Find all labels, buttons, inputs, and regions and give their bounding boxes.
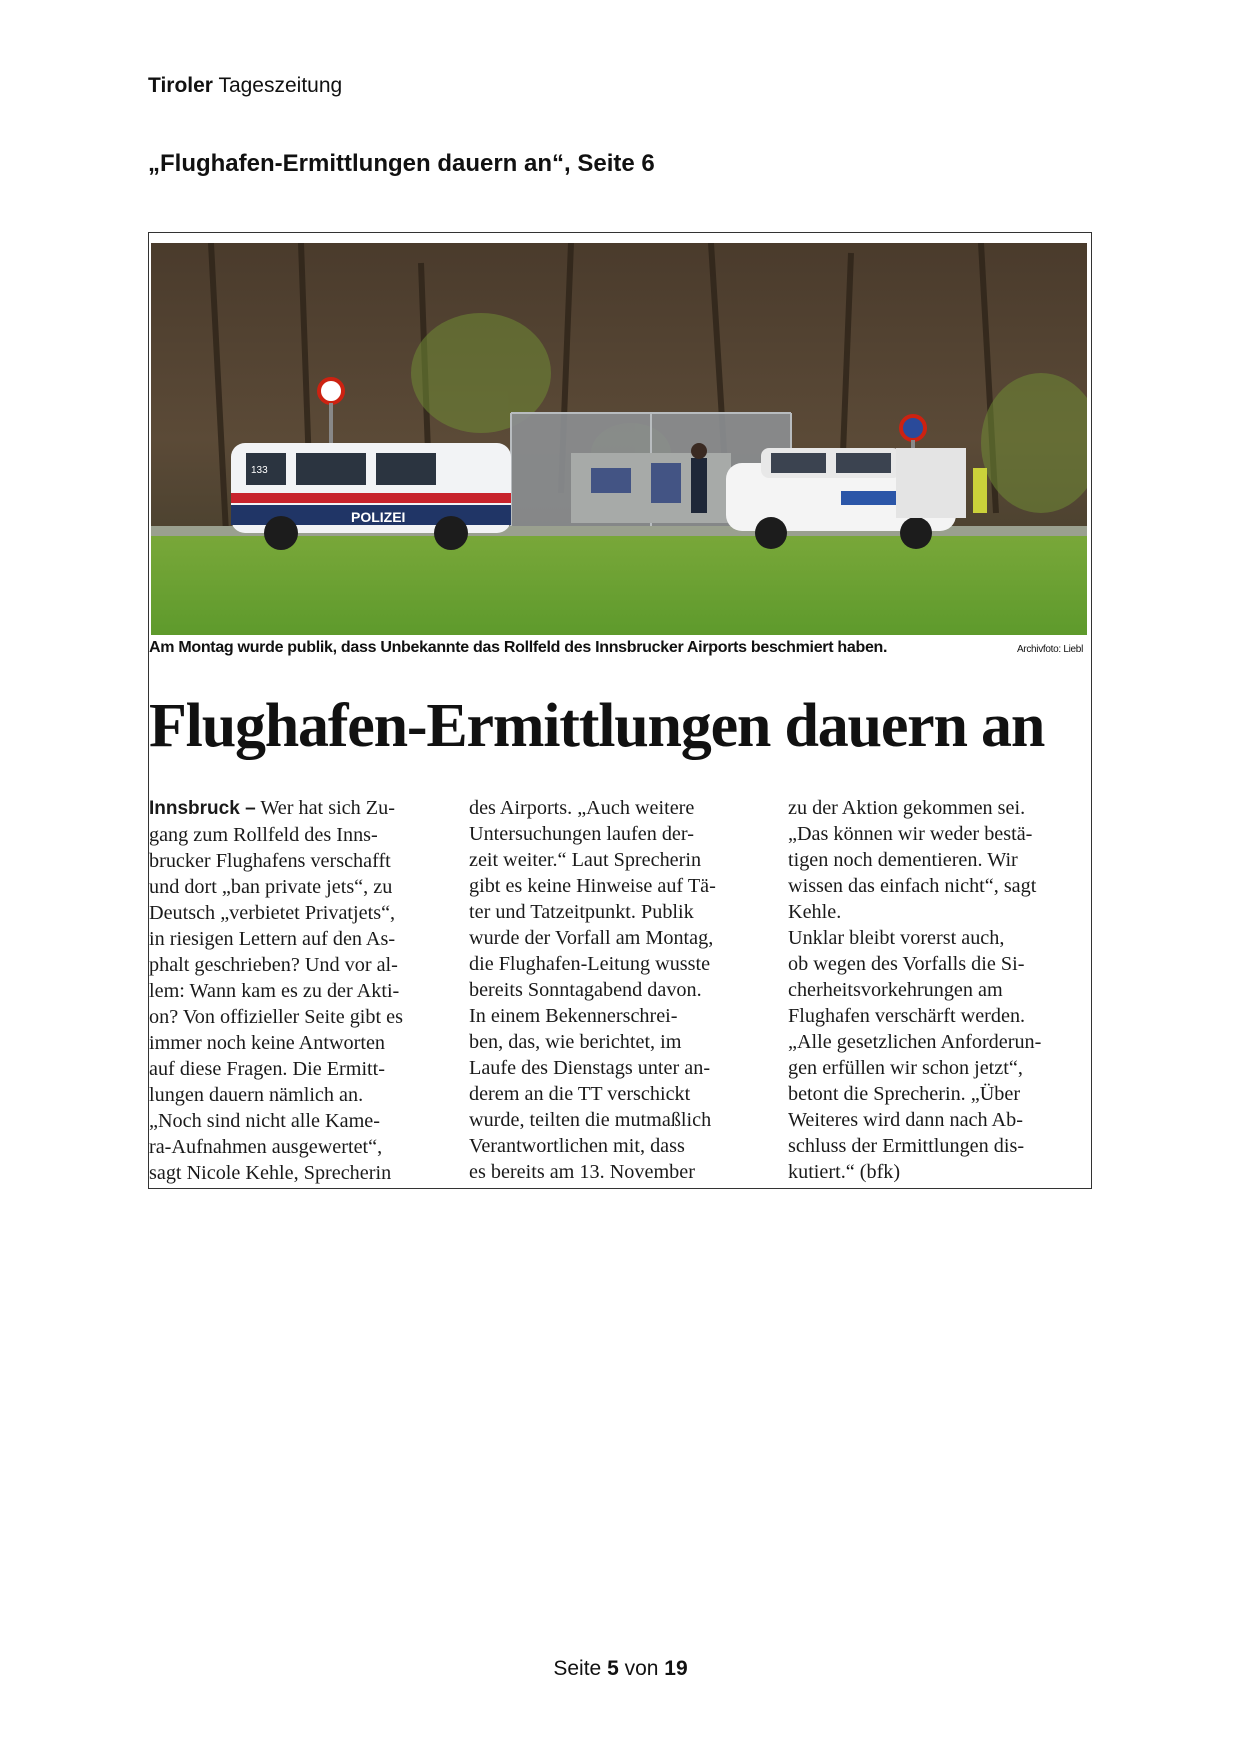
column-line: Weiteres wird dann nach Ab- [788, 1109, 1023, 1131]
column-line: gang zum Rollfeld des Inns- [149, 824, 378, 846]
column-line: brucker Flughafens verschafft [149, 850, 391, 872]
column-line: „Noch sind nicht alle Kame- [149, 1110, 380, 1132]
column-line: kutiert.“ (bfk) [788, 1161, 901, 1183]
newspaper-clipping [148, 232, 1092, 1189]
column-line: gibt es keine Hinweise auf Tä- [469, 875, 716, 897]
column-line [149, 795, 445, 822]
dateline: Innsbruck – [149, 798, 256, 819]
column-line: tigen noch dementieren. Wir [788, 849, 1018, 871]
article-body [149, 795, 1089, 1185]
column-line: wissen das einfach nicht“, sagt [788, 875, 1037, 897]
page-number [0, 1657, 1241, 1681]
column-line: Deutsch „verbietet Privatjets“, [149, 902, 396, 924]
police-scene-photo [151, 243, 1087, 635]
column-line: ob wegen des Vorfalls die Si- [788, 953, 1025, 975]
column-line: betont die Sprecherin. „Über [788, 1083, 1021, 1105]
column-line: es bereits am 13. November [469, 1161, 695, 1183]
article-headline: Flughafen-Ermittlungen dauern an [149, 692, 1045, 760]
page-number-prefix: Seite [553, 1657, 602, 1680]
article-reference: „Flughafen-Ermittlungen dauern an“, Seite 6 [148, 150, 655, 177]
column-line: cherheitsvorkehrungen am [788, 979, 1003, 1001]
article-photo [151, 243, 1087, 635]
column-line: des Airports. „Auch weitere [469, 797, 695, 819]
publication-name-regular: Tageszeitung [218, 74, 343, 97]
column-line-text: Wer hat sich Zu- [255, 797, 395, 819]
column-line: Untersuchungen laufen der- [469, 823, 694, 845]
publication-name [148, 74, 342, 98]
column-line: zeit weiter.“ Laut Sprecherin [469, 849, 702, 871]
page-number-current: 5 [607, 1657, 619, 1680]
article-column-3 [788, 795, 1086, 1185]
column-line: phalt geschrieben? Und vor al- [149, 954, 398, 976]
column-line: „Alle gesetzlichen Anforderun- [788, 1031, 1042, 1053]
van-number: 133 [251, 465, 268, 476]
column-line: ra-Aufnahmen ausgewertet“, [149, 1136, 383, 1158]
caption-text: Am Montag wurde publik, dass Unbekannte das Rollfeld des Innsbrucker Airports beschmiert haben. [149, 639, 888, 656]
column-line: sagt Nicole Kehle, Sprecherin [149, 1162, 392, 1184]
article-column-2 [469, 795, 765, 1185]
column-line: Flughafen verschärft werden. [788, 1005, 1026, 1027]
column-line: Verantwortlichen mit, dass [469, 1135, 685, 1157]
column-line: wurde, teilten die mutmaßlich [469, 1109, 712, 1131]
column-line: immer noch keine Antworten [149, 1032, 386, 1054]
column-line: Laufe des Dienstags unter an- [469, 1057, 711, 1079]
column-line: ben, das, wie berichtet, im [469, 1031, 682, 1053]
page-number-middle: von [624, 1657, 659, 1680]
photo-caption [149, 639, 1085, 665]
column-line: Kehle. [788, 901, 842, 923]
column-line: „Das können wir weder bestä- [788, 823, 1033, 845]
column-line: auf diese Fragen. Die Ermitt- [149, 1058, 386, 1080]
publication-name-bold: Tiroler [148, 74, 213, 97]
column-line: schluss der Ermittlungen dis- [788, 1135, 1025, 1157]
column-line: lungen dauern nämlich an. [149, 1084, 364, 1106]
column-line: zu der Aktion gekommen sei. [788, 797, 1026, 819]
column-line: wurde der Vorfall am Montag, [469, 927, 714, 949]
column-line: und dort „ban private jets“, zu [149, 876, 393, 898]
column-line: die Flughafen-Leitung wusste [469, 953, 711, 975]
column-line: Unklar bleibt vorerst auch, [788, 927, 1005, 949]
column-line: lem: Wann kam es zu der Akti- [149, 980, 400, 1002]
column-line: on? Von offizieller Seite gibt es [149, 1006, 403, 1028]
photo-credit: Archivfoto: Liebl [1016, 644, 1083, 655]
article-column-1 [149, 795, 445, 1186]
column-line: ter und Tatzeitpunkt. Publik [469, 901, 694, 923]
column-line: bereits Sonntagabend davon. [469, 979, 702, 1001]
column-line: In einem Bekennerschrei- [469, 1005, 678, 1027]
page-number-total: 19 [664, 1657, 688, 1680]
column-line: derem an die TT verschickt [469, 1083, 691, 1105]
column-line: gen erfüllen wir schon jetzt“, [788, 1057, 1023, 1079]
van-lettering: POLIZEI [351, 509, 406, 525]
column-line: in riesigen Lettern auf den As- [149, 928, 396, 950]
